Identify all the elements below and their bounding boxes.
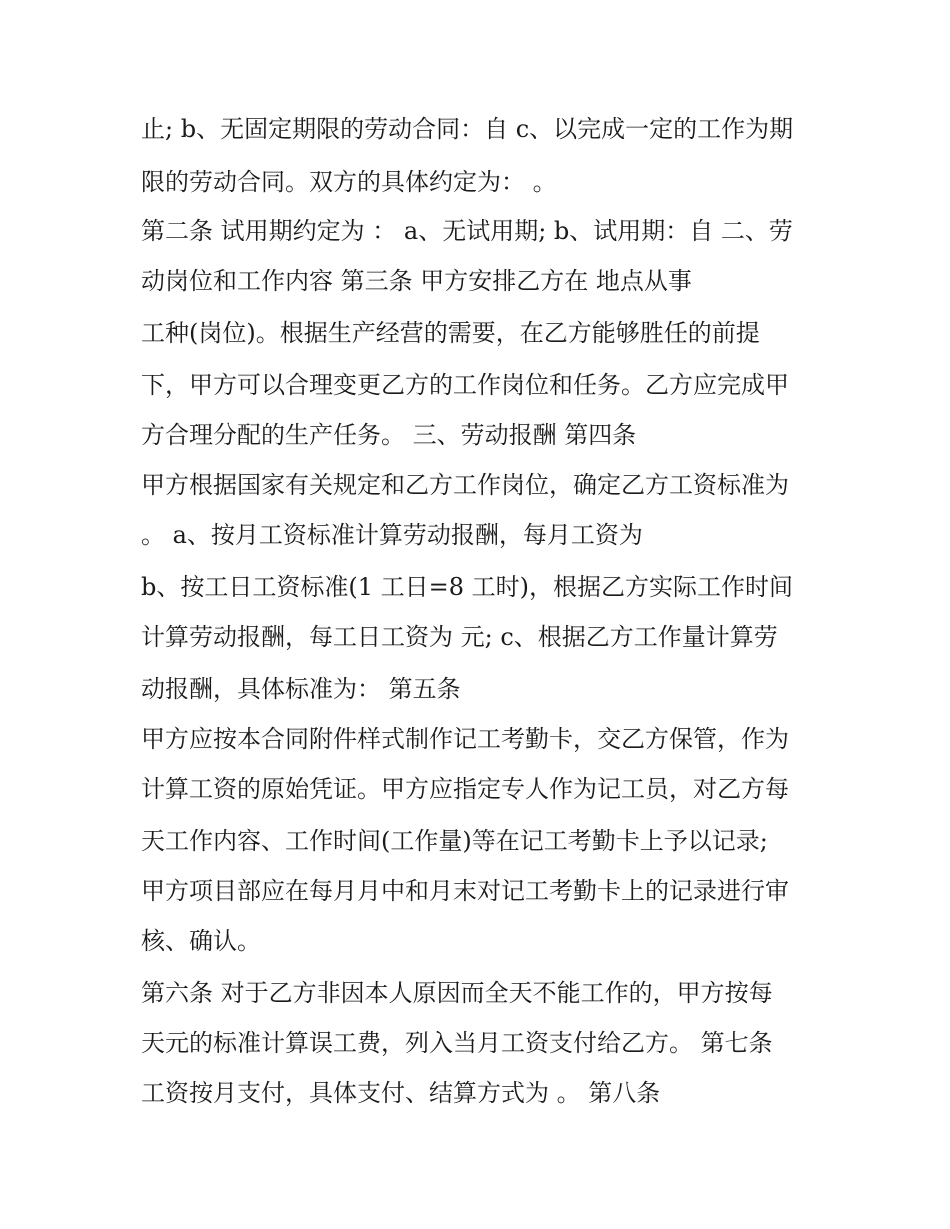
text-line: 甲方根据国家有关规定和乙方工作岗位，确定乙方工资标准为 [141,471,789,499]
text-line: 天工作内容、工作时间(工作量)等在记工考勤卡上予以记录; [141,827,768,855]
text-line: 下，甲方可以合理变更乙方的工作岗位和任务。乙方应完成甲 [141,371,789,399]
text-line: 动报酬，具体标准为： 第五条 [141,675,461,703]
text-line: 工种(岗位)。根据生产经营的需要，在乙方能够胜任的前提 [141,319,760,347]
text-line: b、按工日工资标准(1 工日=8 工时)，根据乙方实际工作时间 [141,573,793,601]
text-line: 天元的标准计算误工费，列入当月工资支付给乙方。 第七条 [141,1029,773,1057]
text-line: 计算工资的原始凭证。甲方应指定专人作为记工员，对乙方每 [141,775,789,803]
text-line: 止; b、无固定期限的劳动合同：自 c、以完成一定的工作为期 [141,115,794,143]
text-line: 甲方项目部应在每月月中和月末对记工考勤卡上的记录进行审 [141,877,789,905]
text-line: 计算劳动报酬，每工日工资为 元; c、根据乙方工作量计算劳 [141,623,778,651]
text-line: 方合理分配的生产任务。 三、劳动报酬 第四条 [141,421,637,449]
text-line: 第六条 对于乙方非因本人原因而全天不能工作的，甲方按每 [141,979,773,1007]
text-line: 。 a、按月工资标准计算劳动报酬，每月工资为 [141,521,643,549]
text-line: 工资按月支付，具体支付、结算方式为 。 第八条 [141,1079,661,1107]
text-line: 限的劳动合同。双方的具体约定为： 。 [141,168,557,196]
text-line: 核、确认。 [141,927,261,955]
text-line: 动岗位和工作内容 第三条 甲方安排乙方在 地点从事 [141,267,692,295]
text-line: 甲方应按本合同附件样式制作记工考勤卡，交乙方保管，作为 [141,725,789,753]
text-line: 第二条 试用期约定为 ： a、无试用期; b、试用期：自 二、劳 [141,217,793,245]
